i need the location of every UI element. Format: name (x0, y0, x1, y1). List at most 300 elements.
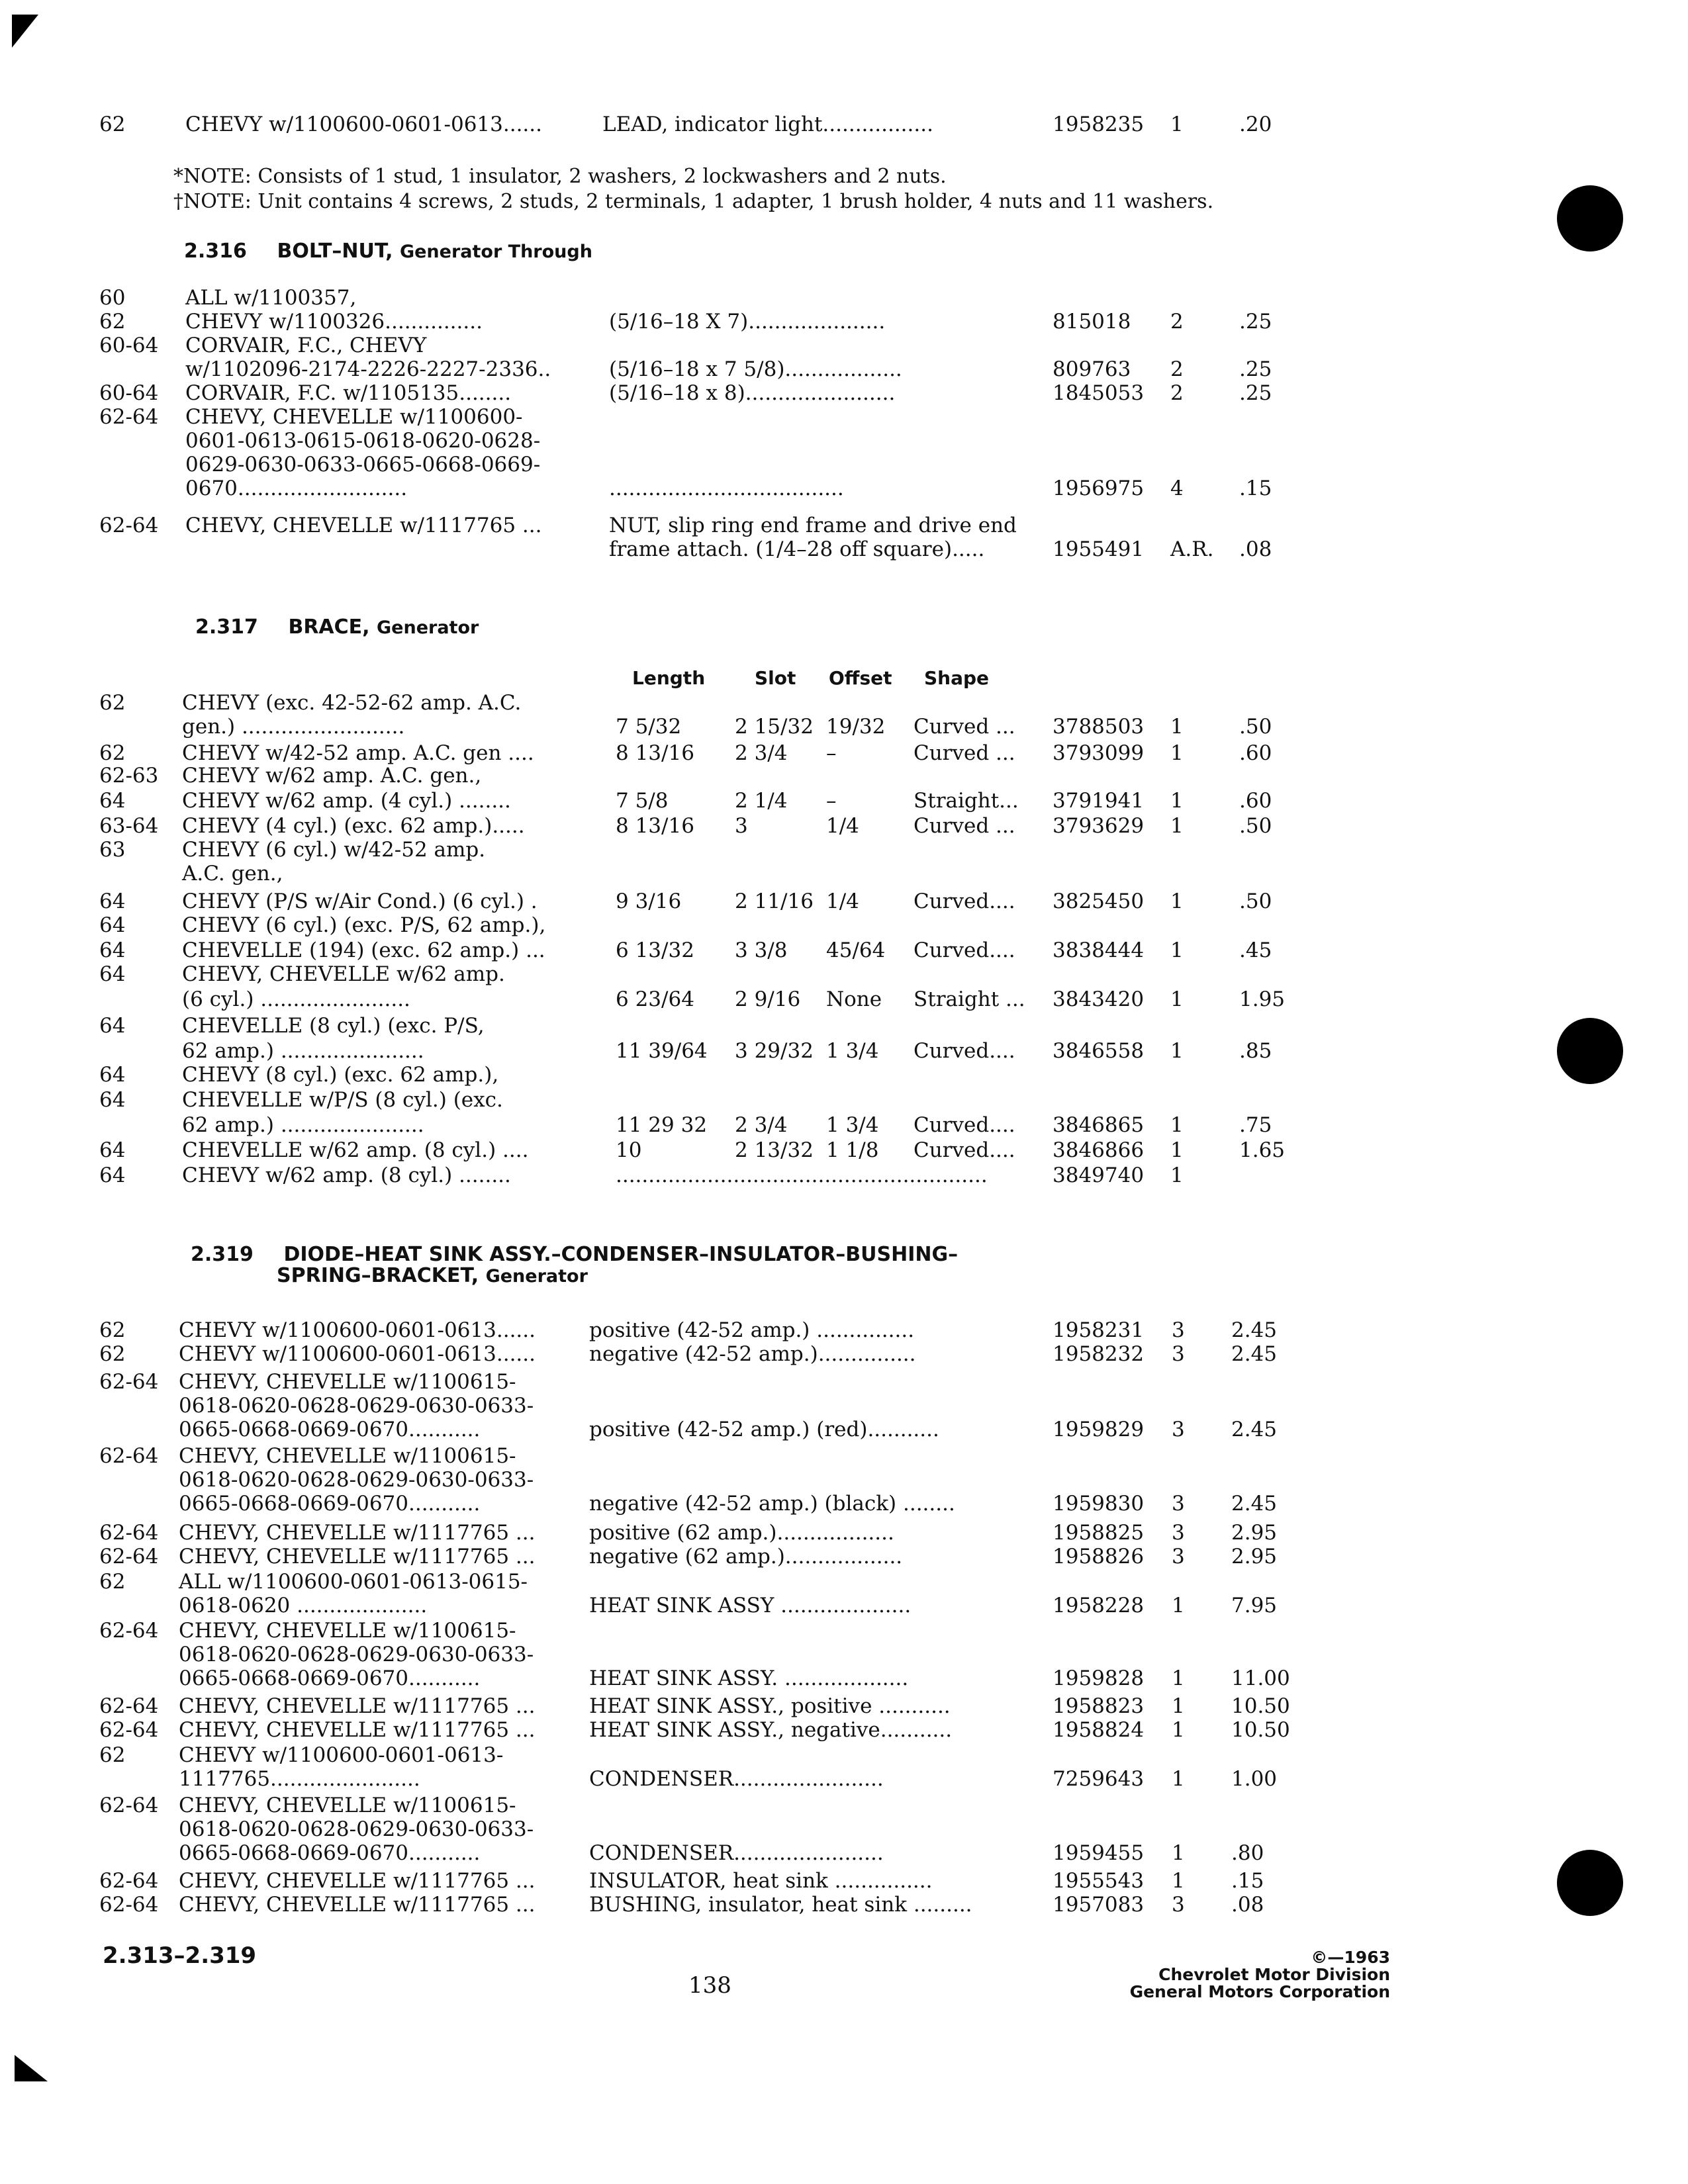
cell-shape: Curved ... (914, 715, 1015, 739)
cell-desc: positive (42-52 amp.) ............... (589, 1318, 915, 1342)
cell-desc: .................................... (609, 477, 844, 500)
cell-desc: (5/16–18 x 7 5/8).................. (609, 357, 902, 381)
cell-desc: negative (42-52 amp.) (black) ........ (589, 1492, 955, 1516)
cell-yr: 62 (99, 691, 126, 715)
cell-len: 6 23/64 (616, 987, 694, 1011)
table-row (99, 1792, 1304, 1819)
cell-part: 1956975 (1053, 477, 1145, 500)
cell-price: 2.45 (1231, 1342, 1278, 1366)
cell-desc: CONDENSER....................... (589, 1767, 884, 1791)
section-subheading: Generator (377, 617, 479, 638)
cell-app: 62 amp.) ...................... (182, 1039, 424, 1063)
section-heading: BOLT–NUT, (277, 240, 393, 263)
cell-app: CHEVY w/1100600-0601-0613...... (179, 1318, 536, 1342)
cell-part: 1959829 (1053, 1418, 1145, 1441)
cell-slot: 3 (735, 814, 748, 838)
table-row (99, 1162, 1304, 1189)
cell-app: CHEVY (6 cyl.) (exc. P/S, 62 amp.), (182, 913, 546, 937)
cell-qty: 1 (1170, 741, 1184, 765)
cell-app: 0618-0620-0628-0629-0630-0633- (179, 1468, 534, 1492)
cell-app: CHEVY, CHEVELLE w/1117765 ... (179, 1718, 536, 1742)
cell-yr: 64 (99, 1063, 126, 1087)
cell-yr: 63-64 (99, 814, 159, 838)
table-row (99, 512, 1304, 539)
table-row (99, 308, 1304, 335)
cell-qty: 2 (1170, 310, 1184, 334)
cell-shape: Curved ... (914, 741, 1015, 765)
cell-yr: 60 (99, 286, 126, 310)
cell-yr: 64 (99, 938, 126, 962)
cell-price: 1.65 (1239, 1138, 1286, 1162)
cell-part: 3846866 (1053, 1138, 1145, 1162)
cell-app: 0618-0620-0628-0629-0630-0633- (179, 1817, 534, 1841)
cell-desc: (5/16–18 X 7)..................... (609, 310, 886, 334)
cell-len: 7 5/8 (616, 789, 669, 813)
cell-part: 3846865 (1053, 1113, 1145, 1137)
cell-qty: 2 (1170, 357, 1184, 381)
cell-slot: 2 11/16 (735, 889, 814, 913)
cell-qty: 1 (1170, 889, 1184, 913)
table-row (99, 813, 1304, 839)
cell-qty: 1 (1170, 1163, 1184, 1187)
cell-app: CHEVY (6 cyl.) w/42-52 amp. (182, 838, 486, 862)
cell-app: CHEVY, CHEVELLE w/1100615- (179, 1619, 516, 1643)
cell-part: 1959828 (1053, 1666, 1145, 1690)
cell-qty: 1 (1170, 1039, 1184, 1063)
cell-app: 0665-0668-0669-0670........... (179, 1492, 481, 1516)
cell-part: 1955491 (1053, 537, 1145, 561)
table-row (99, 1520, 1304, 1546)
cell-yr: 64 (99, 913, 126, 937)
table-row (99, 961, 1304, 987)
section-number: 2.317 (195, 615, 258, 639)
table-row (99, 1665, 1304, 1692)
cell-app: CORVAIR, F.C., CHEVY (185, 334, 427, 357)
cell-yr: 62-64 (99, 1694, 159, 1718)
table-row (99, 428, 1304, 454)
section-number: 2.316 (184, 240, 247, 263)
table-row (99, 1868, 1304, 1894)
cell-qty: 4 (1170, 477, 1184, 500)
cell-yr: 64 (99, 889, 126, 913)
cell-len: 8 13/16 (616, 741, 694, 765)
table-row (99, 1569, 1304, 1595)
cell-price: 10.50 (1231, 1718, 1290, 1742)
table-row (99, 404, 1304, 430)
cell-desc: positive (62 amp.).................. (589, 1521, 894, 1545)
cell-shape: Curved.... (914, 938, 1015, 962)
cell-part: 1957083 (1053, 1893, 1145, 1917)
cell-desc: INSULATOR, heat sink ............... (589, 1869, 933, 1893)
section-title-2316 (184, 240, 592, 263)
cell-app: 62 amp.) ...................... (182, 1113, 424, 1137)
cell-desc: LEAD, indicator light................. (602, 113, 933, 136)
table-row (99, 1543, 1304, 1570)
section-title-2317 (195, 615, 479, 639)
cell-off: 1/4 (826, 814, 859, 838)
cell-qty: 1 (1170, 987, 1184, 1011)
cell-qty: 1 (1172, 1869, 1185, 1893)
cell-qty: 1 (1172, 1694, 1185, 1718)
table-row (99, 1840, 1304, 1866)
cell-yr: 62-64 (99, 1444, 159, 1468)
cell-qty: 1 (1170, 113, 1184, 136)
cell-app: CHEVY w/1100600-0601-0613...... (179, 1342, 536, 1366)
note-text: *NOTE: Consists of 1 stud, 1 insulator, 2 washers, 2 lockwashers and 2 nuts. (173, 165, 947, 188)
cell-desc: frame attach. (1/4–28 off square)..... (609, 537, 985, 561)
punch-hole (1557, 1018, 1623, 1084)
cell-app: 0629-0630-0633-0665-0668-0669- (185, 453, 541, 477)
cell-shape: Curved.... (914, 1138, 1015, 1162)
table-row (99, 1341, 1304, 1367)
cell-yr: 62-64 (99, 405, 159, 429)
cell-yr: 62-64 (99, 1794, 159, 1817)
cell-qty: 3 (1172, 1418, 1185, 1441)
section-subheading: Generator (485, 1266, 588, 1287)
cell-qty: 3 (1172, 1342, 1185, 1366)
table-row (99, 1062, 1304, 1088)
cell-qty: 1 (1172, 1594, 1185, 1617)
cell-app: CORVAIR, F.C. w/1105135........ (185, 381, 512, 405)
cell-part: 1959830 (1053, 1492, 1145, 1516)
cell-shape: Curved ... (914, 814, 1015, 838)
cell-part: 3791941 (1053, 789, 1145, 813)
cell-qty: 1 (1172, 1718, 1185, 1742)
cell-desc: CONDENSER....................... (589, 1841, 884, 1865)
cell-app: CHEVY w/1100600-0601-0613...... (185, 113, 542, 136)
table-row (99, 475, 1304, 502)
cell-slot: 2 13/32 (735, 1138, 814, 1162)
column-header-shape: Shape (924, 667, 990, 689)
cell-len: 9 3/16 (616, 889, 682, 913)
cell-price: 11.00 (1231, 1666, 1290, 1690)
cell-slot: 3 3/8 (735, 938, 788, 962)
cell-price: .85 (1239, 1039, 1272, 1063)
table-row (99, 713, 1304, 740)
cell-app: CHEVY, CHEVELLE w/1117765 ... (179, 1545, 536, 1569)
cell-app: 0665-0668-0669-0670........... (179, 1418, 481, 1441)
cell-yr: 60-64 (99, 381, 159, 405)
table-row (99, 1467, 1304, 1493)
cell-len: 10 (616, 1138, 642, 1162)
cell-app: CHEVY, CHEVELLE w/62 amp. (182, 962, 505, 986)
note-text: †NOTE: Unit contains 4 screws, 2 studs, 2 terminals, 1 adapter, 1 brush holder, 4 nuts and 11 washers. (173, 190, 1214, 213)
cell-app: CHEVY w/1100326............... (185, 310, 483, 334)
cell-price: .75 (1239, 1113, 1272, 1137)
page-number: 138 (688, 1972, 731, 1999)
section-subheading: Generator Through (399, 242, 592, 262)
cell-part: 1958235 (1053, 113, 1145, 136)
table-row (99, 860, 1304, 887)
cell-slot: 2 1/4 (735, 789, 788, 813)
cell-app: 1117765....................... (179, 1767, 420, 1791)
cell-off: 1/4 (826, 889, 859, 913)
cell-app: CHEVY, CHEVELLE w/1100615- (179, 1794, 516, 1817)
table-row (99, 762, 1304, 789)
cell-off: 1 3/4 (826, 1039, 879, 1063)
cell-part: 815018 (1053, 310, 1131, 334)
division-line: Chevrolet Motor Division (1158, 1965, 1390, 1984)
cell-price: .50 (1239, 715, 1272, 739)
section-number: 2.319 (191, 1243, 254, 1266)
corner-mark-bottom-left (15, 2055, 48, 2081)
cell-len: ......................................................... (616, 1163, 988, 1187)
cell-slot: 3 29/32 (735, 1039, 814, 1063)
cell-price: .08 (1231, 1893, 1264, 1917)
cell-desc: (5/16–18 x 8)....................... (609, 381, 896, 405)
cell-part: 1955543 (1053, 1869, 1145, 1893)
table-row (99, 1891, 1304, 1918)
cell-app: ALL w/1100357, (185, 286, 357, 310)
punch-hole (1557, 185, 1623, 251)
cell-qty: 3 (1172, 1545, 1185, 1569)
cell-qty: 1 (1170, 715, 1184, 739)
cell-price: .15 (1239, 477, 1272, 500)
cell-app: CHEVY (P/S w/Air Cond.) (6 cyl.) . (182, 889, 538, 913)
cell-qty: 1 (1172, 1767, 1185, 1791)
cell-price: 2.45 (1231, 1318, 1278, 1342)
cell-price: .50 (1239, 814, 1272, 838)
cell-part: 1958826 (1053, 1545, 1145, 1569)
cell-off: None (826, 987, 882, 1011)
cell-yr: 62-64 (99, 1521, 159, 1545)
cell-qty: 2 (1170, 381, 1184, 405)
table-row (99, 285, 1304, 311)
cell-yr: 64 (99, 962, 126, 986)
cell-yr: 62-64 (99, 1370, 159, 1394)
cell-shape: Straight ... (914, 987, 1025, 1011)
table-row (99, 1717, 1304, 1743)
table-row (99, 380, 1304, 406)
section-heading: BRACE, (288, 615, 370, 639)
cell-app: CHEVELLE (8 cyl.) (exc. P/S, (182, 1014, 485, 1038)
cell-len: 6 13/32 (616, 938, 694, 962)
table-row (99, 1490, 1304, 1517)
cell-price: 1.00 (1231, 1767, 1278, 1791)
cell-price: .45 (1239, 938, 1272, 962)
section-heading: SPRING–BRACKET, (277, 1264, 479, 1287)
cell-part: 1958823 (1053, 1694, 1145, 1718)
cell-yr: 64 (99, 1163, 126, 1187)
cell-app: CHEVELLE w/P/S (8 cyl.) (exc. (182, 1088, 503, 1112)
cell-qty: 3 (1172, 1492, 1185, 1516)
cell-yr: 64 (99, 1138, 126, 1162)
cell-price: 7.95 (1231, 1594, 1278, 1617)
column-header-slot: Slot (755, 667, 796, 689)
cell-price: 2.45 (1231, 1418, 1278, 1441)
cell-yr: 62 (99, 1342, 126, 1366)
cell-slot: 2 9/16 (735, 987, 801, 1011)
cell-yr: 64 (99, 789, 126, 813)
cell-part: 1958825 (1053, 1521, 1145, 1545)
table-row (99, 1416, 1304, 1443)
column-header-length: Length (632, 667, 706, 689)
cell-len: 11 29 32 (616, 1113, 708, 1137)
cell-price: 2.45 (1231, 1492, 1278, 1516)
cell-desc: HEAT SINK ASSY .................... (589, 1594, 912, 1617)
cell-app: CHEVY w/1100600-0601-0613- (179, 1743, 504, 1767)
cell-off: 45/64 (826, 938, 886, 962)
cell-desc: HEAT SINK ASSY., positive ........... (589, 1694, 951, 1718)
cell-yr: 62 (99, 113, 126, 136)
column-header-offset: Offset (829, 667, 892, 689)
cell-part: 3793099 (1053, 741, 1145, 765)
cell-yr: 62-63 (99, 764, 159, 788)
cell-app: CHEVY, CHEVELLE w/1117765 ... (179, 1869, 536, 1893)
cell-part: 1959455 (1053, 1841, 1145, 1865)
table-row (99, 1369, 1304, 1395)
cell-yr: 60-64 (99, 334, 159, 357)
cell-app: 0618-0620-0628-0629-0630-0633- (179, 1643, 534, 1666)
cell-desc: BUSHING, insulator, heat sink ......... (589, 1893, 972, 1917)
cell-desc: HEAT SINK ASSY., negative........... (589, 1718, 953, 1742)
cell-len: 7 5/32 (616, 715, 682, 739)
cell-part: 3846558 (1053, 1039, 1145, 1063)
cell-app: A.C. gen., (182, 862, 283, 886)
cell-price: .60 (1239, 741, 1272, 765)
corner-mark-top-left (12, 15, 38, 48)
cell-app: w/1102096-2174-2226-2227-2336.. (185, 357, 551, 381)
cell-app: CHEVY w/62 amp. A.C. gen., (182, 764, 482, 788)
cell-part: 809763 (1053, 357, 1131, 381)
cell-yr: 62 (99, 741, 126, 765)
cell-app: 0665-0668-0669-0670........... (179, 1841, 481, 1865)
cell-qty: 1 (1170, 938, 1184, 962)
cell-yr: 63 (99, 838, 126, 862)
cell-app: CHEVY, CHEVELLE w/1117765 ... (185, 514, 542, 537)
cell-yr: 64 (99, 1088, 126, 1112)
cell-yr: 62 (99, 1743, 126, 1767)
cell-app: CHEVY, CHEVELLE w/1117765 ... (179, 1893, 536, 1917)
cell-app: CHEVY (8 cyl.) (exc. 62 amp.), (182, 1063, 499, 1087)
cell-app: CHEVY (exc. 42-52-62 amp. A.C. (182, 691, 522, 715)
publisher-block (1112, 1949, 1390, 2001)
cell-price: .80 (1231, 1841, 1264, 1865)
cell-qty: 1 (1170, 1113, 1184, 1137)
table-row (99, 1742, 1304, 1768)
page-section-range: 2.313–2.319 (103, 1942, 257, 1969)
cell-part: 1958232 (1053, 1342, 1145, 1366)
cell-desc: NUT, slip ring end frame and drive end (609, 514, 1017, 537)
cell-shape: Curved.... (914, 1039, 1015, 1063)
table-row (99, 888, 1304, 915)
cell-app: CHEVY, CHEVELLE w/1100600- (185, 405, 523, 429)
corporation-line: General Motors Corporation (1129, 1982, 1390, 2001)
cell-price: 1.95 (1239, 987, 1286, 1011)
cell-price: .50 (1239, 889, 1272, 913)
copyright-line: ©—1963 (1311, 1948, 1390, 1967)
cell-qty: 1 (1172, 1841, 1185, 1865)
cell-desc: positive (42-52 amp.) (red)........... (589, 1418, 939, 1441)
cell-price: .20 (1239, 113, 1272, 136)
cell-app: ALL w/1100600-0601-0613-0615- (179, 1570, 528, 1594)
cell-app: (6 cyl.) ....................... (182, 987, 410, 1011)
cell-price: .25 (1239, 310, 1272, 334)
cell-qty: 1 (1170, 789, 1184, 813)
section-title-2319-line2 (277, 1264, 588, 1287)
table-row (99, 986, 1304, 1013)
cell-desc: negative (62 amp.).................. (589, 1545, 903, 1569)
table-row (99, 837, 1304, 863)
cell-price: .08 (1239, 537, 1272, 561)
cell-part: 1958228 (1053, 1594, 1145, 1617)
cell-qty: 3 (1172, 1318, 1185, 1342)
cell-app: CHEVY, CHEVELLE w/1117765 ... (179, 1521, 536, 1545)
table-row (99, 690, 1304, 716)
cell-price: .25 (1239, 381, 1272, 405)
cell-off: – (826, 789, 837, 813)
table-row (99, 912, 1304, 938)
cell-desc: HEAT SINK ASSY. ................... (589, 1666, 909, 1690)
table-row (99, 937, 1304, 964)
table-row (99, 1766, 1304, 1792)
cell-app: 0665-0668-0669-0670........... (179, 1666, 481, 1690)
table-row (99, 1443, 1304, 1469)
cell-qty: A.R. (1170, 537, 1214, 561)
cell-app: CHEVY w/42-52 amp. A.C. gen .... (182, 741, 534, 765)
cell-yr: 62-64 (99, 1869, 159, 1893)
table-row (99, 1816, 1304, 1843)
cell-qty: 1 (1170, 1138, 1184, 1162)
section-title-2319 (191, 1243, 958, 1266)
table-row (99, 536, 1304, 563)
table-row (99, 1317, 1304, 1343)
table-row (99, 1112, 1304, 1138)
cell-part: 1958231 (1053, 1318, 1145, 1342)
table-row (99, 1038, 1304, 1064)
cell-app: CHEVY, CHEVELLE w/1100615- (179, 1444, 516, 1468)
cell-off: 1 1/8 (826, 1138, 879, 1162)
cell-qty: 1 (1170, 814, 1184, 838)
cell-yr: 62 (99, 1570, 126, 1594)
cell-app: 0618-0620-0628-0629-0630-0633- (179, 1394, 534, 1418)
cell-yr: 62-64 (99, 1619, 159, 1643)
cell-app: CHEVY w/62 amp. (8 cyl.) ........ (182, 1163, 511, 1187)
table-row (99, 111, 1304, 138)
cell-app: CHEVELLE w/62 amp. (8 cyl.) .... (182, 1138, 529, 1162)
cell-off: 19/32 (826, 715, 886, 739)
cell-part: 7259643 (1053, 1767, 1145, 1791)
cell-price: .60 (1239, 789, 1272, 813)
cell-desc: negative (42-52 amp.)............... (589, 1342, 916, 1366)
cell-off: – (826, 741, 837, 765)
table-row (99, 1013, 1304, 1039)
table-row (99, 356, 1304, 383)
cell-yr: 62 (99, 310, 126, 334)
punch-hole (1557, 1850, 1623, 1916)
cell-len: 11 39/64 (616, 1039, 708, 1063)
cell-app: CHEVY w/62 amp. (4 cyl.) ........ (182, 789, 511, 813)
cell-part: 3843420 (1053, 987, 1145, 1011)
cell-price: 10.50 (1231, 1694, 1290, 1718)
cell-len: 8 13/16 (616, 814, 694, 838)
cell-part: 3849740 (1053, 1163, 1145, 1187)
cell-part: 3788503 (1053, 715, 1145, 739)
table-row (99, 1392, 1304, 1419)
cell-price: .15 (1231, 1869, 1264, 1893)
cell-part: 1845053 (1053, 381, 1145, 405)
table-row (99, 1592, 1304, 1619)
cell-app: CHEVY, CHEVELLE w/1117765 ... (179, 1694, 536, 1718)
cell-app: 0601-0613-0615-0618-0620-0628- (185, 429, 541, 453)
cell-slot: 2 3/4 (735, 1113, 788, 1137)
table-row (99, 1137, 1304, 1163)
table-row (99, 1617, 1304, 1644)
table-row (99, 1087, 1304, 1113)
section-heading: DIODE–HEAT SINK ASSY.–CONDENSER–INSULATOR–BUSHING– (283, 1243, 959, 1266)
table-row (99, 788, 1304, 814)
cell-price: .25 (1239, 357, 1272, 381)
